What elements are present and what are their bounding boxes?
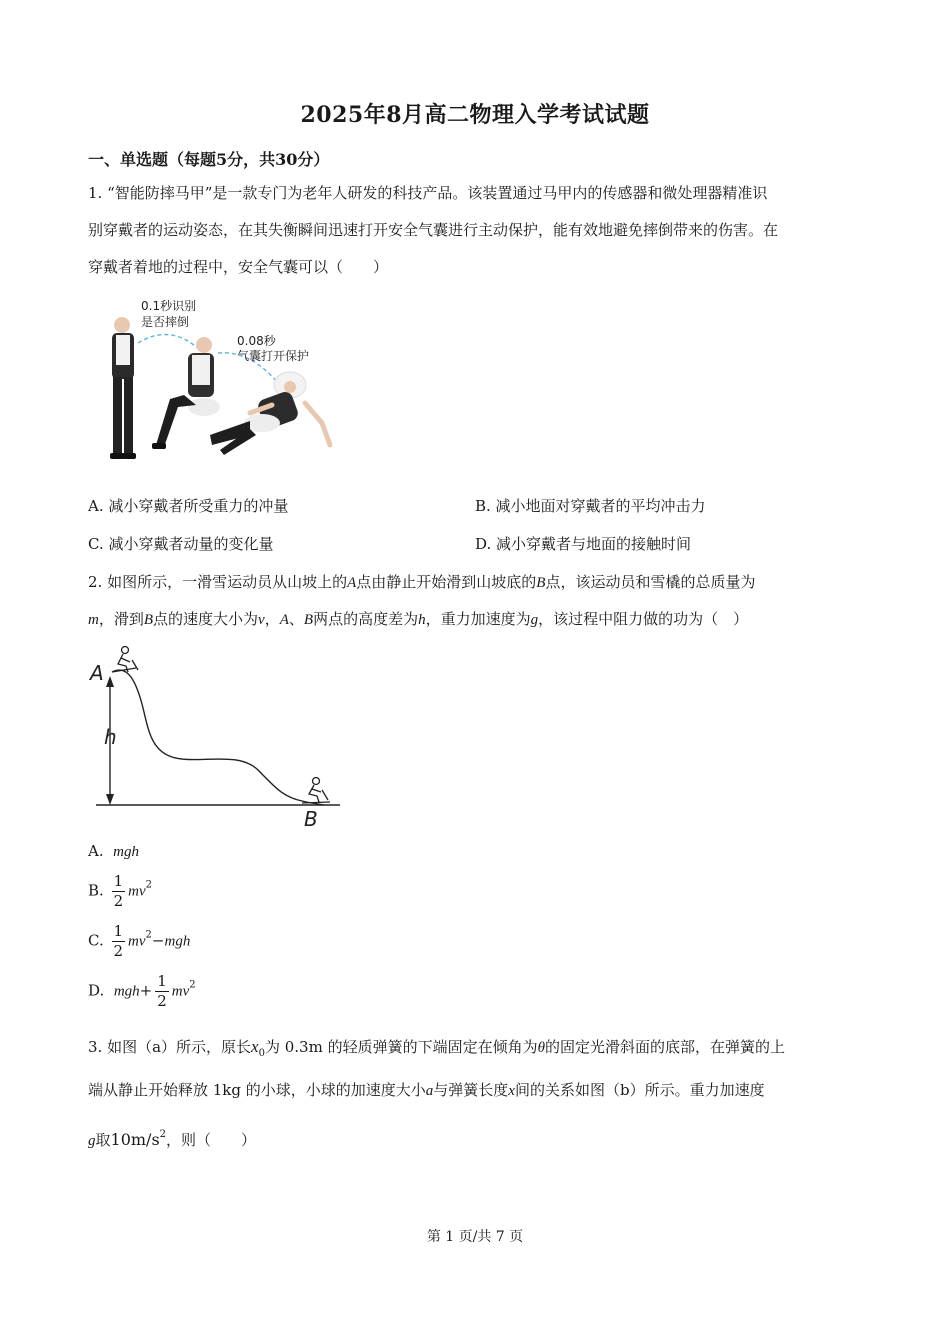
fig-label-2a: 0.08秒 <box>237 334 276 348</box>
q2-option-d: D. mgh+ $\frac{1}{2}$ $mv^2$ <box>88 972 196 1010</box>
q2-option-a: A. mgh <box>88 842 139 860</box>
q1-option-b: B. 减小地面对穿戴者的平均冲击力 <box>475 497 706 515</box>
q1-line-2: 别穿戴者的运动姿态，在其失衡瞬间迅速打开安全气囊进行主动保护，能有效地避免摔倒带来的伤害。在 <box>88 221 779 239</box>
person-standing <box>110 317 136 459</box>
q1-line-3: 穿戴者着地的过程中，安全气囊可以（ ） <box>88 258 389 276</box>
skier-a-icon <box>112 647 138 673</box>
label-a: A <box>90 661 104 685</box>
q2-line-1: 2. 如图所示，一滑雪运动员从山坡上的A点由静止开始滑到山坡底的B点，该运动员和雪橇的总质量为 <box>88 573 756 591</box>
q2-line-2: m，滑到B点的速度大小为v，A、B两点的高度差为h，重力加速度为g，该过程中阻力做的功为（ ） <box>88 610 749 628</box>
page-footer: 第 1 页/共 7 页 <box>426 1229 524 1245</box>
q3-line-3: g取$10m/s^2$，则（ ） <box>88 1129 257 1149</box>
page-title: 2025年8月高二物理入学考试试题 <box>300 102 650 128</box>
q2-option-c: C. $\frac{1}{2}$ $mv^2-mgh$ <box>88 922 191 960</box>
q1-option-c: C. 减小穿戴者动量的变化量 <box>88 535 274 553</box>
person-falling <box>152 337 220 449</box>
q3-line-2: 端从静止开始释放 1kg 的小球，小球的加速度大小a与弹簧长度x间的关系如图（b）所示。重力加速度 <box>88 1081 765 1099</box>
height-arrow-head-up <box>106 676 114 687</box>
label-h: h <box>104 725 117 749</box>
q2-option-b: B. $\frac{1}{2}$ $mv^2$ <box>88 872 152 910</box>
q3-line-1: 3. 如图（a）所示，原长$x_0$为 0.3m 的轻质弹簧的下端固定在倾角为θ的固定光滑斜面的底部，在弹簧的上 <box>88 1037 785 1059</box>
fig-label-2b: 气囊打开保护 <box>237 349 310 363</box>
q1-option-d: D. 减小穿戴者与地面的接触时间 <box>475 535 692 553</box>
fig-label-1a: 0.1秒识别 <box>141 299 197 313</box>
skier-b-icon <box>302 778 330 804</box>
dashed-arc-1 <box>138 334 200 350</box>
person-ground-airbag <box>210 372 330 455</box>
slope-curve <box>112 670 324 805</box>
label-b: B <box>304 807 318 831</box>
q1-vest-illustration <box>100 295 340 470</box>
fig-label-1b: 是否摔倒 <box>141 315 190 329</box>
q2-slope-diagram <box>88 642 348 832</box>
q1-option-a: A. 减小穿戴者所受重力的冲量 <box>88 497 289 515</box>
height-arrow-head-down <box>106 794 114 805</box>
q1-line-1: 1. “智能防摔马甲”是一款专门为老年人研发的科技产品。该装置通过马甲内的传感器和微处理器精准识 <box>88 184 768 202</box>
section-heading: 一、单选题（每题5分，共30分） <box>88 150 330 169</box>
